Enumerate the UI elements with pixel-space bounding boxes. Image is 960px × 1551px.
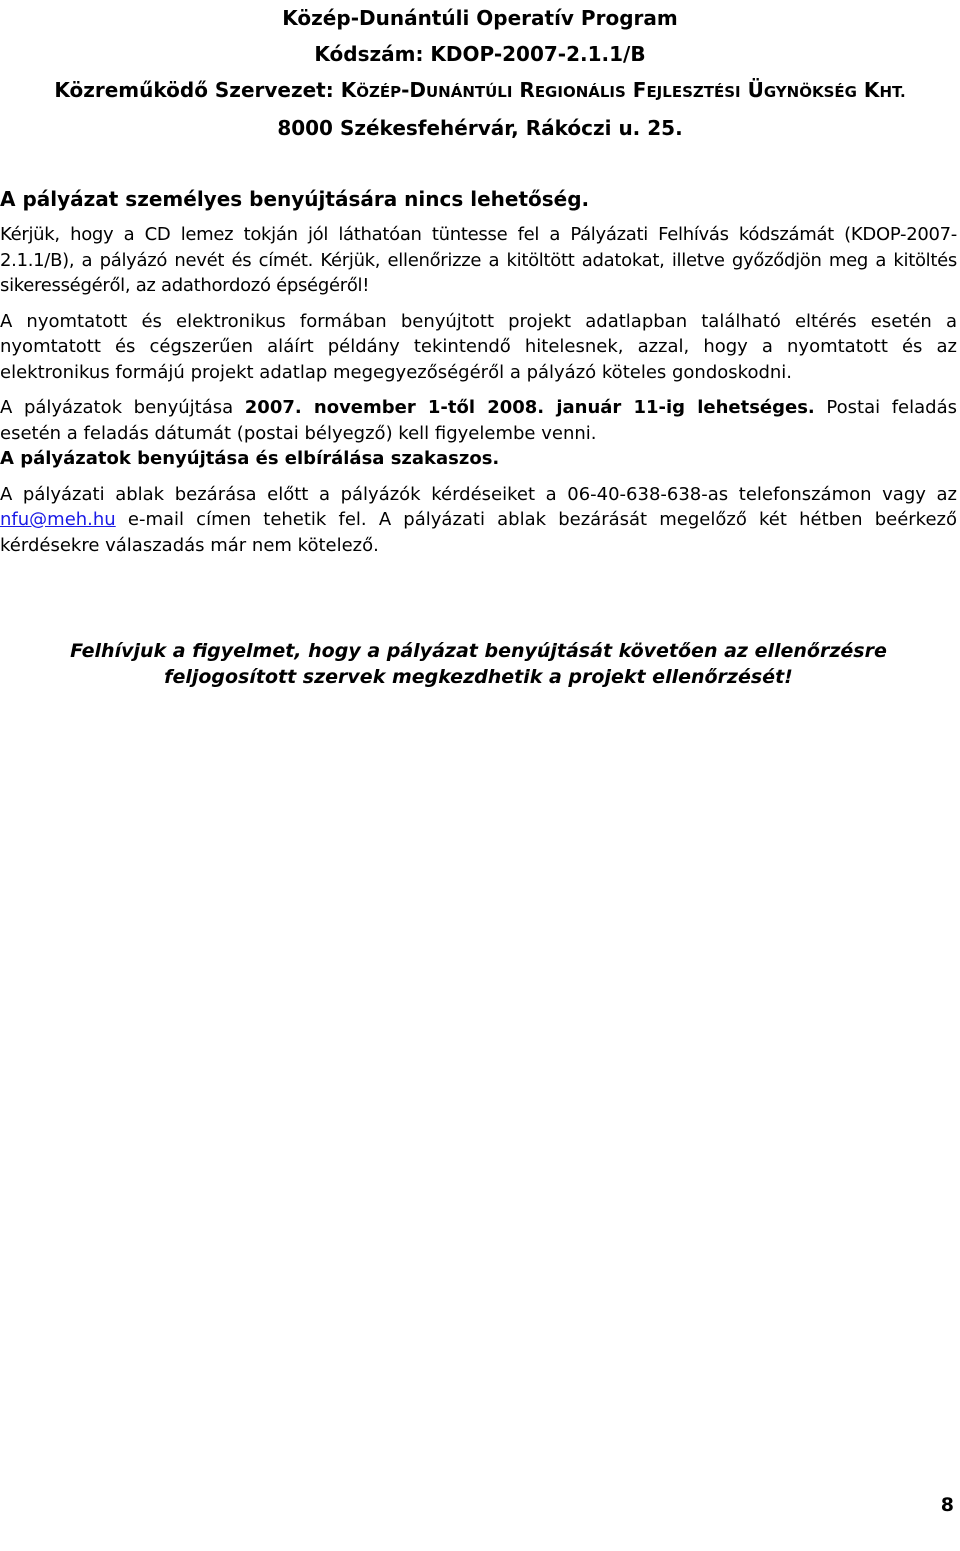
address: 8000 Székesfehérvár, Rákóczi u. 25. bbox=[277, 116, 683, 140]
submission-lead: A pályázatok benyújtása bbox=[0, 397, 245, 418]
postal-note: Postai feladás esetén a feladás dátumát (postai bélyegző) kell figyelembe venni. bbox=[0, 397, 958, 444]
questions-text-after: e-mail címen tehetik fel. A pályázati ablak bezárását megelőző két hétben beérkező kérdésekre válaszadás már nem kötelező. bbox=[0, 509, 957, 556]
email-link[interactable]: nfu@meh.hu bbox=[0, 509, 116, 530]
closing-line-2: feljogosított szervek megkezdhetik a projekt ellenőrzését! bbox=[164, 666, 793, 688]
program-title: Közép-Dunántúli Operatív Program bbox=[282, 6, 678, 30]
submission-notice: A pályázat személyes benyújtására nincs lehetőség. bbox=[0, 187, 590, 211]
discrepancy-paragraph: A nyomtatott és elektronikus formában benyújtott projekt adatlapban található eltérés esetén a nyomtatott és cégszerűen aláírt példány tekintendő hitelesnek, azzal, hogy a nyomtatott és az elektronikus formájú projekt adatlap megegyezőségéről a pályázó köteles gondoskodni. bbox=[0, 310, 957, 383]
program-code: Kódszám: KDOP-2007-2.1.1/B bbox=[314, 42, 646, 66]
staged-note: A pályázatok benyújtása és elbírálása szakaszos. bbox=[0, 448, 500, 469]
closing-line-1: Felhívjuk a figyelmet, hogy a pályázat benyújtását követően az ellenőrzésre bbox=[70, 640, 887, 662]
intermediate-body: Közreműködő Szervezet: KÖZÉP-DUNÁNTÚLI REGIONÁLIS FEJLESZTÉSI ÜGYNÖKSÉG KHT. bbox=[54, 78, 906, 102]
document-body bbox=[0, 186, 957, 558]
intermediate-body-prefix: Közreműködő Szervezet: bbox=[54, 78, 341, 102]
closing-notice bbox=[0, 638, 957, 690]
submission-period: 2007. november 1-től 2008. január 11-ig lehetséges. bbox=[244, 397, 815, 418]
questions-text-before: A pályázati ablak bezárása előtt a pályázók kérdéseiket a 06-40-638-638-as telefonszámon vagy az bbox=[0, 483, 957, 505]
document-header bbox=[0, 0, 960, 146]
page-number: 8 bbox=[940, 1494, 954, 1516]
submission-period-paragraph bbox=[0, 395, 957, 472]
questions-paragraph bbox=[0, 482, 957, 559]
cd-instructions-paragraph: Kérjük, hogy a CD lemez tokján jól láthatóan tüntesse fel a Pályázati Felhívás kódszámát (KDOP-2007-2.1.1/B), a pályázó nevét és címét. Kérjük, ellenőrizze a kitöltött adatokat, illetve győződjön meg a kitöltés sikerességéről, az adathordozó épségéről! bbox=[0, 224, 957, 296]
